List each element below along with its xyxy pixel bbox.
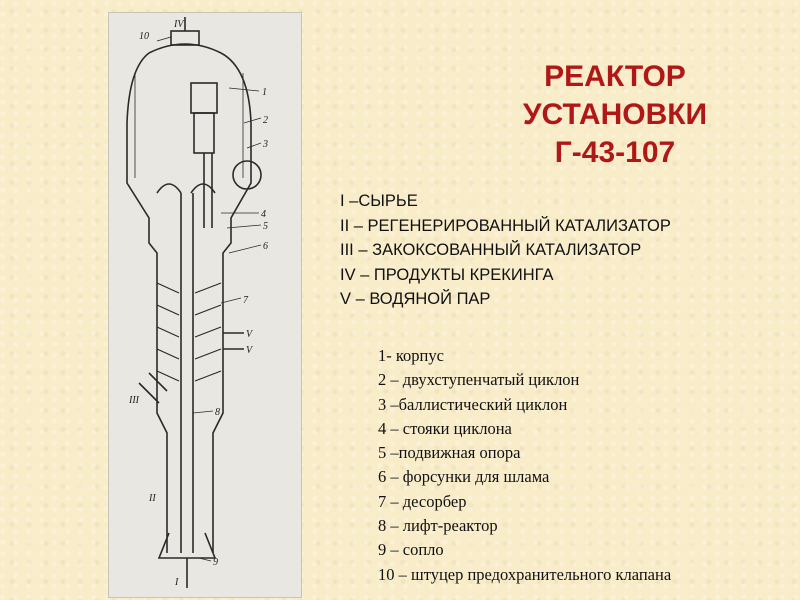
- stream-item: II – РЕГЕНЕРИРОВАННЫЙ КАТАЛИЗАТОР: [340, 216, 671, 235]
- title-line-2: УСТАНОВКИ: [522, 98, 708, 131]
- label-stream-v-2: V: [246, 345, 253, 356]
- shell-left: [127, 53, 167, 553]
- part-item: 7 – десорбер: [378, 491, 467, 511]
- part-item: 1- корпус: [378, 346, 444, 365]
- label-part-1: 1: [262, 87, 267, 98]
- part-item: 3 –баллистический циклон: [378, 394, 568, 414]
- cyclone-2: [194, 113, 214, 153]
- label-part-10: 10: [139, 31, 149, 42]
- inlet-iii: [139, 373, 167, 403]
- part-item: 10 – штуцер предохранительного клапана: [378, 564, 672, 584]
- slide-title: [500, 58, 730, 172]
- stream-item: IV – ПРОДУКТЫ КРЕКИНГА: [340, 265, 554, 284]
- label-part-6: 6: [263, 241, 268, 252]
- reactor-drawing: [109, 13, 301, 597]
- label-part-4: 4: [261, 209, 266, 220]
- part-item: 4 – стояки циклона: [378, 418, 512, 438]
- label-part-9: 9: [213, 557, 218, 568]
- stream-item: III – ЗАКОКСОВАННЫЙ КАТАЛИЗАТОР: [340, 241, 642, 259]
- title-line-3: Г-43-107: [554, 136, 676, 169]
- label-part-2: 2: [263, 115, 268, 126]
- title-line-1: РЕАКТОР: [544, 60, 686, 93]
- part-item: 8 – лифт-реактор: [378, 516, 498, 536]
- part-item: 6 – форсунки для шлама: [378, 467, 550, 487]
- label-stream-ii: II: [149, 493, 156, 504]
- label-stream-iii: III: [129, 395, 139, 406]
- label-part-7: 7: [243, 295, 248, 306]
- cyclone-1: [191, 83, 217, 113]
- part-item: 5 –подвижная опора: [378, 443, 521, 463]
- parts-legend: [378, 344, 671, 587]
- label-part-3: 3: [263, 139, 268, 150]
- stripper-baffles: [157, 283, 221, 381]
- reactor-diagram: [108, 12, 302, 598]
- label-stream-iv: IV: [174, 19, 184, 30]
- top-nozzle: [171, 31, 199, 45]
- part-item: 9 – сопло: [378, 540, 444, 560]
- ballistic-cyclone: [233, 161, 261, 189]
- stream-item: V – ВОДЯНОЙ ПАР: [340, 290, 491, 308]
- label-stream-i: I: [175, 577, 179, 588]
- label-part-8: 8: [215, 407, 220, 418]
- part-item: 2 – двухступенчатый циклон: [378, 370, 580, 390]
- stream-item: I –СЫРЬЕ: [340, 192, 418, 210]
- riser-cap-left: [157, 184, 181, 193]
- label-stream-v-1: V: [246, 329, 253, 340]
- streams-legend: [340, 189, 671, 312]
- label-part-5: 5: [263, 221, 268, 232]
